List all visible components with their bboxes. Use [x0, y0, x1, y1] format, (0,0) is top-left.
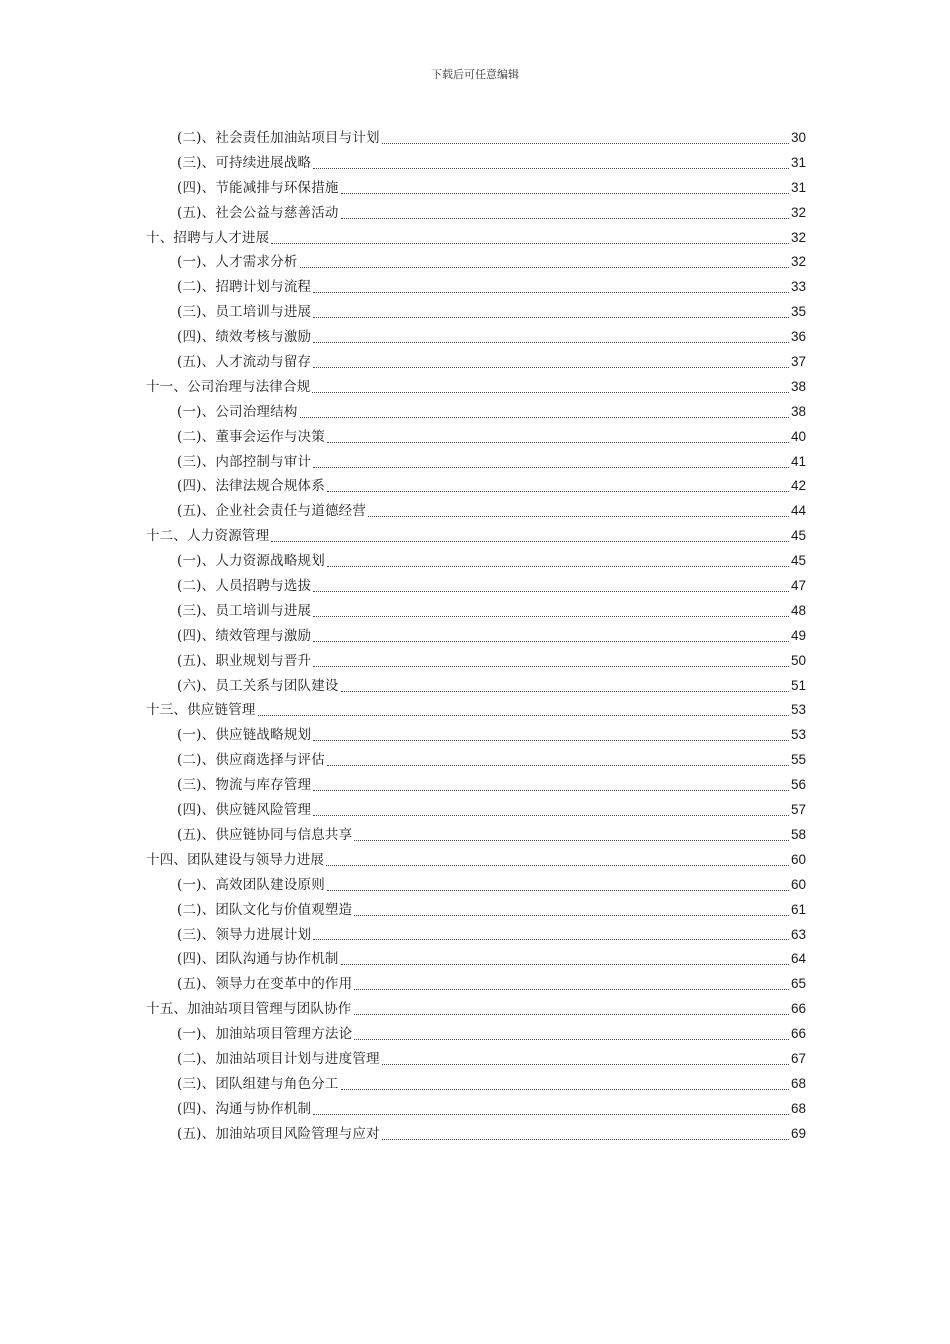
toc-chapter-entry[interactable] — [146, 524, 806, 549]
toc-entry-title: 十一、公司治理与法律合规 — [146, 378, 311, 395]
toc-section-entry[interactable] — [146, 599, 806, 624]
toc-entry-page-number: 68 — [790, 1100, 806, 1116]
toc-entry-title: (四)、团队沟通与协作机制 — [177, 951, 339, 968]
toc-entry-title: (四)、法律法规合规体系 — [177, 478, 325, 495]
toc-dot-leader — [313, 641, 789, 642]
toc-chapter-entry[interactable] — [146, 848, 806, 873]
toc-entry-page-number: 38 — [790, 403, 806, 419]
toc-section-entry[interactable] — [146, 450, 806, 475]
toc-entry-title: (一)、供应链战略规划 — [177, 727, 312, 744]
toc-dot-leader — [368, 516, 789, 517]
toc-dot-leader — [327, 765, 789, 766]
toc-section-entry[interactable] — [146, 300, 806, 325]
toc-entry-title: (五)、职业规划与晋升 — [177, 652, 312, 669]
toc-dot-leader — [327, 491, 789, 492]
toc-dot-leader — [341, 691, 789, 692]
toc-dot-leader — [300, 267, 789, 268]
toc-entry-page-number: 67 — [790, 1050, 806, 1066]
toc-dot-leader — [313, 666, 789, 667]
toc-entry-title: (三)、员工培训与进展 — [177, 304, 312, 321]
toc-entry-page-number: 32 — [790, 204, 806, 220]
toc-section-entry[interactable] — [146, 400, 806, 425]
toc-entry-page-number: 32 — [790, 229, 806, 245]
toc-entry-title: (三)、团队组建与角色分工 — [177, 1075, 339, 1092]
toc-entry-page-number: 61 — [790, 901, 806, 917]
toc-entry-title: (五)、人才流动与留存 — [177, 354, 312, 371]
toc-entry-page-number: 57 — [790, 802, 806, 818]
toc-entry-title: 十二、人力资源管理 — [146, 528, 270, 545]
toc-entry-page-number: 56 — [790, 777, 806, 793]
toc-section-entry[interactable] — [146, 574, 806, 599]
toc-section-entry[interactable] — [146, 1047, 806, 1072]
toc-chapter-entry[interactable] — [146, 375, 806, 400]
toc-dot-leader — [354, 915, 789, 916]
toc-entry-title: (四)、供应链风险管理 — [177, 802, 312, 819]
toc-section-entry[interactable] — [146, 425, 806, 450]
toc-entry-page-number: 37 — [790, 354, 806, 370]
toc-dot-leader — [354, 840, 789, 841]
toc-entry-title: (三)、员工培训与进展 — [177, 602, 312, 619]
toc-entry-page-number: 64 — [790, 951, 806, 967]
toc-entry-page-number: 48 — [790, 602, 806, 618]
toc-entry-page-number: 53 — [790, 727, 806, 743]
toc-entry-title: 十四、团队建设与领导力进展 — [146, 851, 325, 868]
toc-entry-page-number: 31 — [790, 179, 806, 195]
toc-section-entry[interactable] — [146, 798, 806, 823]
toc-dot-leader — [271, 541, 789, 542]
toc-entry-page-number: 66 — [790, 1026, 806, 1042]
toc-entry-title: (二)、人员招聘与选拔 — [177, 578, 312, 595]
toc-dot-leader — [312, 392, 789, 393]
toc-dot-leader — [354, 1014, 789, 1015]
toc-entry-page-number: 65 — [790, 976, 806, 992]
toc-dot-leader — [313, 467, 789, 468]
toc-entry-page-number: 53 — [790, 702, 806, 718]
toc-section-entry[interactable] — [146, 176, 806, 201]
toc-entry-title: (二)、招聘计划与流程 — [177, 279, 312, 296]
toc-section-entry[interactable] — [146, 723, 806, 748]
toc-entry-title: (二)、加油站项目计划与进度管理 — [177, 1050, 380, 1067]
toc-dot-leader — [258, 715, 789, 716]
toc-entry-title: (二)、社会责任加油站项目与计划 — [177, 130, 380, 146]
toc-entry-page-number: 49 — [790, 627, 806, 643]
toc-entry-page-number: 40 — [790, 428, 806, 444]
toc-entry-page-number: 32 — [790, 254, 806, 270]
toc-entry-page-number: 31 — [790, 154, 806, 170]
toc-entry-title: (四)、绩效考核与激励 — [177, 329, 312, 346]
toc-entry-page-number: 47 — [790, 578, 806, 594]
toc-dot-leader — [354, 989, 789, 990]
toc-entry-page-number: 36 — [790, 329, 806, 345]
toc-entry-title: (四)、绩效管理与激励 — [177, 627, 312, 644]
toc-section-entry[interactable] — [146, 250, 806, 275]
toc-entry-title: (二)、供应商选择与评估 — [177, 752, 325, 769]
toc-section-entry[interactable] — [146, 126, 806, 151]
toc-section-entry[interactable] — [146, 549, 806, 574]
toc-entry-page-number: 33 — [790, 279, 806, 295]
toc-section-entry[interactable] — [146, 773, 806, 798]
toc-entry-page-number: 41 — [790, 453, 806, 469]
toc-chapter-entry[interactable] — [146, 698, 806, 723]
toc-section-entry[interactable] — [146, 275, 806, 300]
toc-section-entry[interactable] — [146, 151, 806, 176]
toc-entry-title: (五)、企业社会责任与道德经营 — [177, 503, 367, 520]
toc-entry-title: (三)、物流与库存管理 — [177, 777, 312, 794]
toc-entry-page-number: 58 — [790, 826, 806, 842]
toc-section-entry[interactable] — [146, 649, 806, 674]
toc-entry-page-number: 63 — [790, 926, 806, 942]
toc-dot-leader — [313, 342, 789, 343]
toc-section-entry[interactable] — [146, 1122, 806, 1147]
toc-section-entry[interactable] — [146, 748, 806, 773]
toc-entry-title: (六)、员工关系与团队建设 — [177, 677, 339, 694]
toc-entry-title: (一)、人才需求分析 — [177, 254, 298, 271]
toc-entry-page-number: 55 — [790, 752, 806, 768]
toc-section-entry[interactable] — [146, 674, 806, 699]
toc-entry-page-number: 66 — [790, 1001, 806, 1017]
toc-dot-leader — [313, 939, 789, 940]
toc-entry-page-number: 68 — [790, 1075, 806, 1091]
toc-section-entry[interactable] — [146, 325, 806, 350]
toc-dot-leader — [382, 1064, 789, 1065]
toc-entry-title: (一)、人力资源战略规划 — [177, 553, 325, 570]
toc-section-entry[interactable] — [146, 499, 806, 524]
toc-entry-page-number: 44 — [790, 503, 806, 519]
toc-entry-title: (三)、可持续进展战略 — [177, 154, 312, 171]
toc-entry-title: (三)、领导力进展计划 — [177, 926, 312, 943]
toc-section-entry[interactable] — [146, 1097, 806, 1122]
toc-dot-leader — [313, 367, 789, 368]
toc-entry-title: 十三、供应链管理 — [146, 702, 256, 719]
toc-section-entry[interactable] — [146, 1022, 806, 1047]
toc-dot-leader — [341, 193, 789, 194]
toc-entry-title: (一)、公司治理结构 — [177, 403, 298, 420]
toc-section-entry[interactable] — [146, 1072, 806, 1097]
table-of-contents — [146, 126, 806, 1147]
toc-dot-leader — [300, 417, 789, 418]
toc-dot-leader — [313, 591, 789, 592]
toc-dot-leader — [313, 292, 789, 293]
toc-dot-leader — [354, 1039, 789, 1040]
toc-entry-title: (四)、沟通与协作机制 — [177, 1100, 312, 1117]
toc-section-entry[interactable] — [146, 823, 806, 848]
toc-entry-title: (五)、供应链协同与信息共享 — [177, 826, 353, 843]
toc-section-entry[interactable] — [146, 947, 806, 972]
toc-section-entry[interactable] — [146, 873, 806, 898]
toc-entry-page-number: 60 — [790, 876, 806, 892]
toc-dot-leader — [341, 1089, 789, 1090]
toc-entry-page-number: 50 — [790, 652, 806, 668]
toc-chapter-entry[interactable] — [146, 997, 806, 1022]
toc-dot-leader — [327, 566, 789, 567]
toc-entry-title: (四)、节能减排与环保措施 — [177, 179, 339, 196]
page-header: 下载后可任意编辑 — [431, 68, 519, 81]
toc-entry-title: (二)、团队文化与价值观塑造 — [177, 901, 353, 918]
toc-dot-leader — [326, 865, 789, 866]
toc-dot-leader — [341, 218, 789, 219]
toc-dot-leader — [341, 964, 789, 965]
toc-dot-leader — [271, 243, 789, 244]
toc-dot-leader — [313, 168, 789, 169]
toc-entry-page-number: 35 — [790, 304, 806, 320]
toc-section-entry[interactable] — [146, 972, 806, 997]
toc-dot-leader — [313, 740, 789, 741]
toc-section-entry[interactable] — [146, 898, 806, 923]
toc-entry-page-number: 38 — [790, 378, 806, 394]
toc-section-entry[interactable] — [146, 923, 806, 948]
toc-dot-leader — [382, 1139, 789, 1140]
toc-section-entry[interactable] — [146, 624, 806, 649]
toc-section-entry[interactable] — [146, 350, 806, 375]
toc-section-entry[interactable] — [146, 201, 806, 226]
toc-dot-leader — [313, 1114, 789, 1115]
toc-entry-page-number: 45 — [790, 553, 806, 569]
toc-entry-page-number: 69 — [790, 1125, 806, 1141]
toc-entry-page-number: 42 — [790, 478, 806, 494]
toc-entry-title: 十、招聘与人才进展 — [146, 229, 270, 246]
toc-entry-title: (五)、领导力在变革中的作用 — [177, 976, 353, 993]
toc-entry-title: (一)、高效团队建设原则 — [177, 876, 325, 893]
toc-entry-title: (五)、社会公益与慈善活动 — [177, 204, 339, 221]
toc-dot-leader — [313, 317, 789, 318]
toc-entry-page-number: 30 — [790, 130, 806, 145]
toc-entry-title: (二)、董事会运作与决策 — [177, 428, 325, 445]
toc-dot-leader — [327, 442, 789, 443]
toc-dot-leader — [327, 890, 789, 891]
toc-entry-page-number: 45 — [790, 528, 806, 544]
toc-entry-page-number: 51 — [790, 677, 806, 693]
toc-dot-leader — [313, 815, 789, 816]
toc-entry-title: 十五、加油站项目管理与团队协作 — [146, 1001, 352, 1018]
toc-entry-title: (一)、加油站项目管理方法论 — [177, 1026, 353, 1043]
toc-chapter-entry[interactable] — [146, 226, 806, 251]
toc-section-entry[interactable] — [146, 474, 806, 499]
toc-entry-title: (五)、加油站项目风险管理与应对 — [177, 1125, 380, 1142]
toc-entry-title: (三)、内部控制与审计 — [177, 453, 312, 470]
toc-entry-page-number: 60 — [790, 851, 806, 867]
toc-dot-leader — [313, 790, 789, 791]
toc-dot-leader — [313, 616, 789, 617]
toc-dot-leader — [382, 143, 789, 144]
